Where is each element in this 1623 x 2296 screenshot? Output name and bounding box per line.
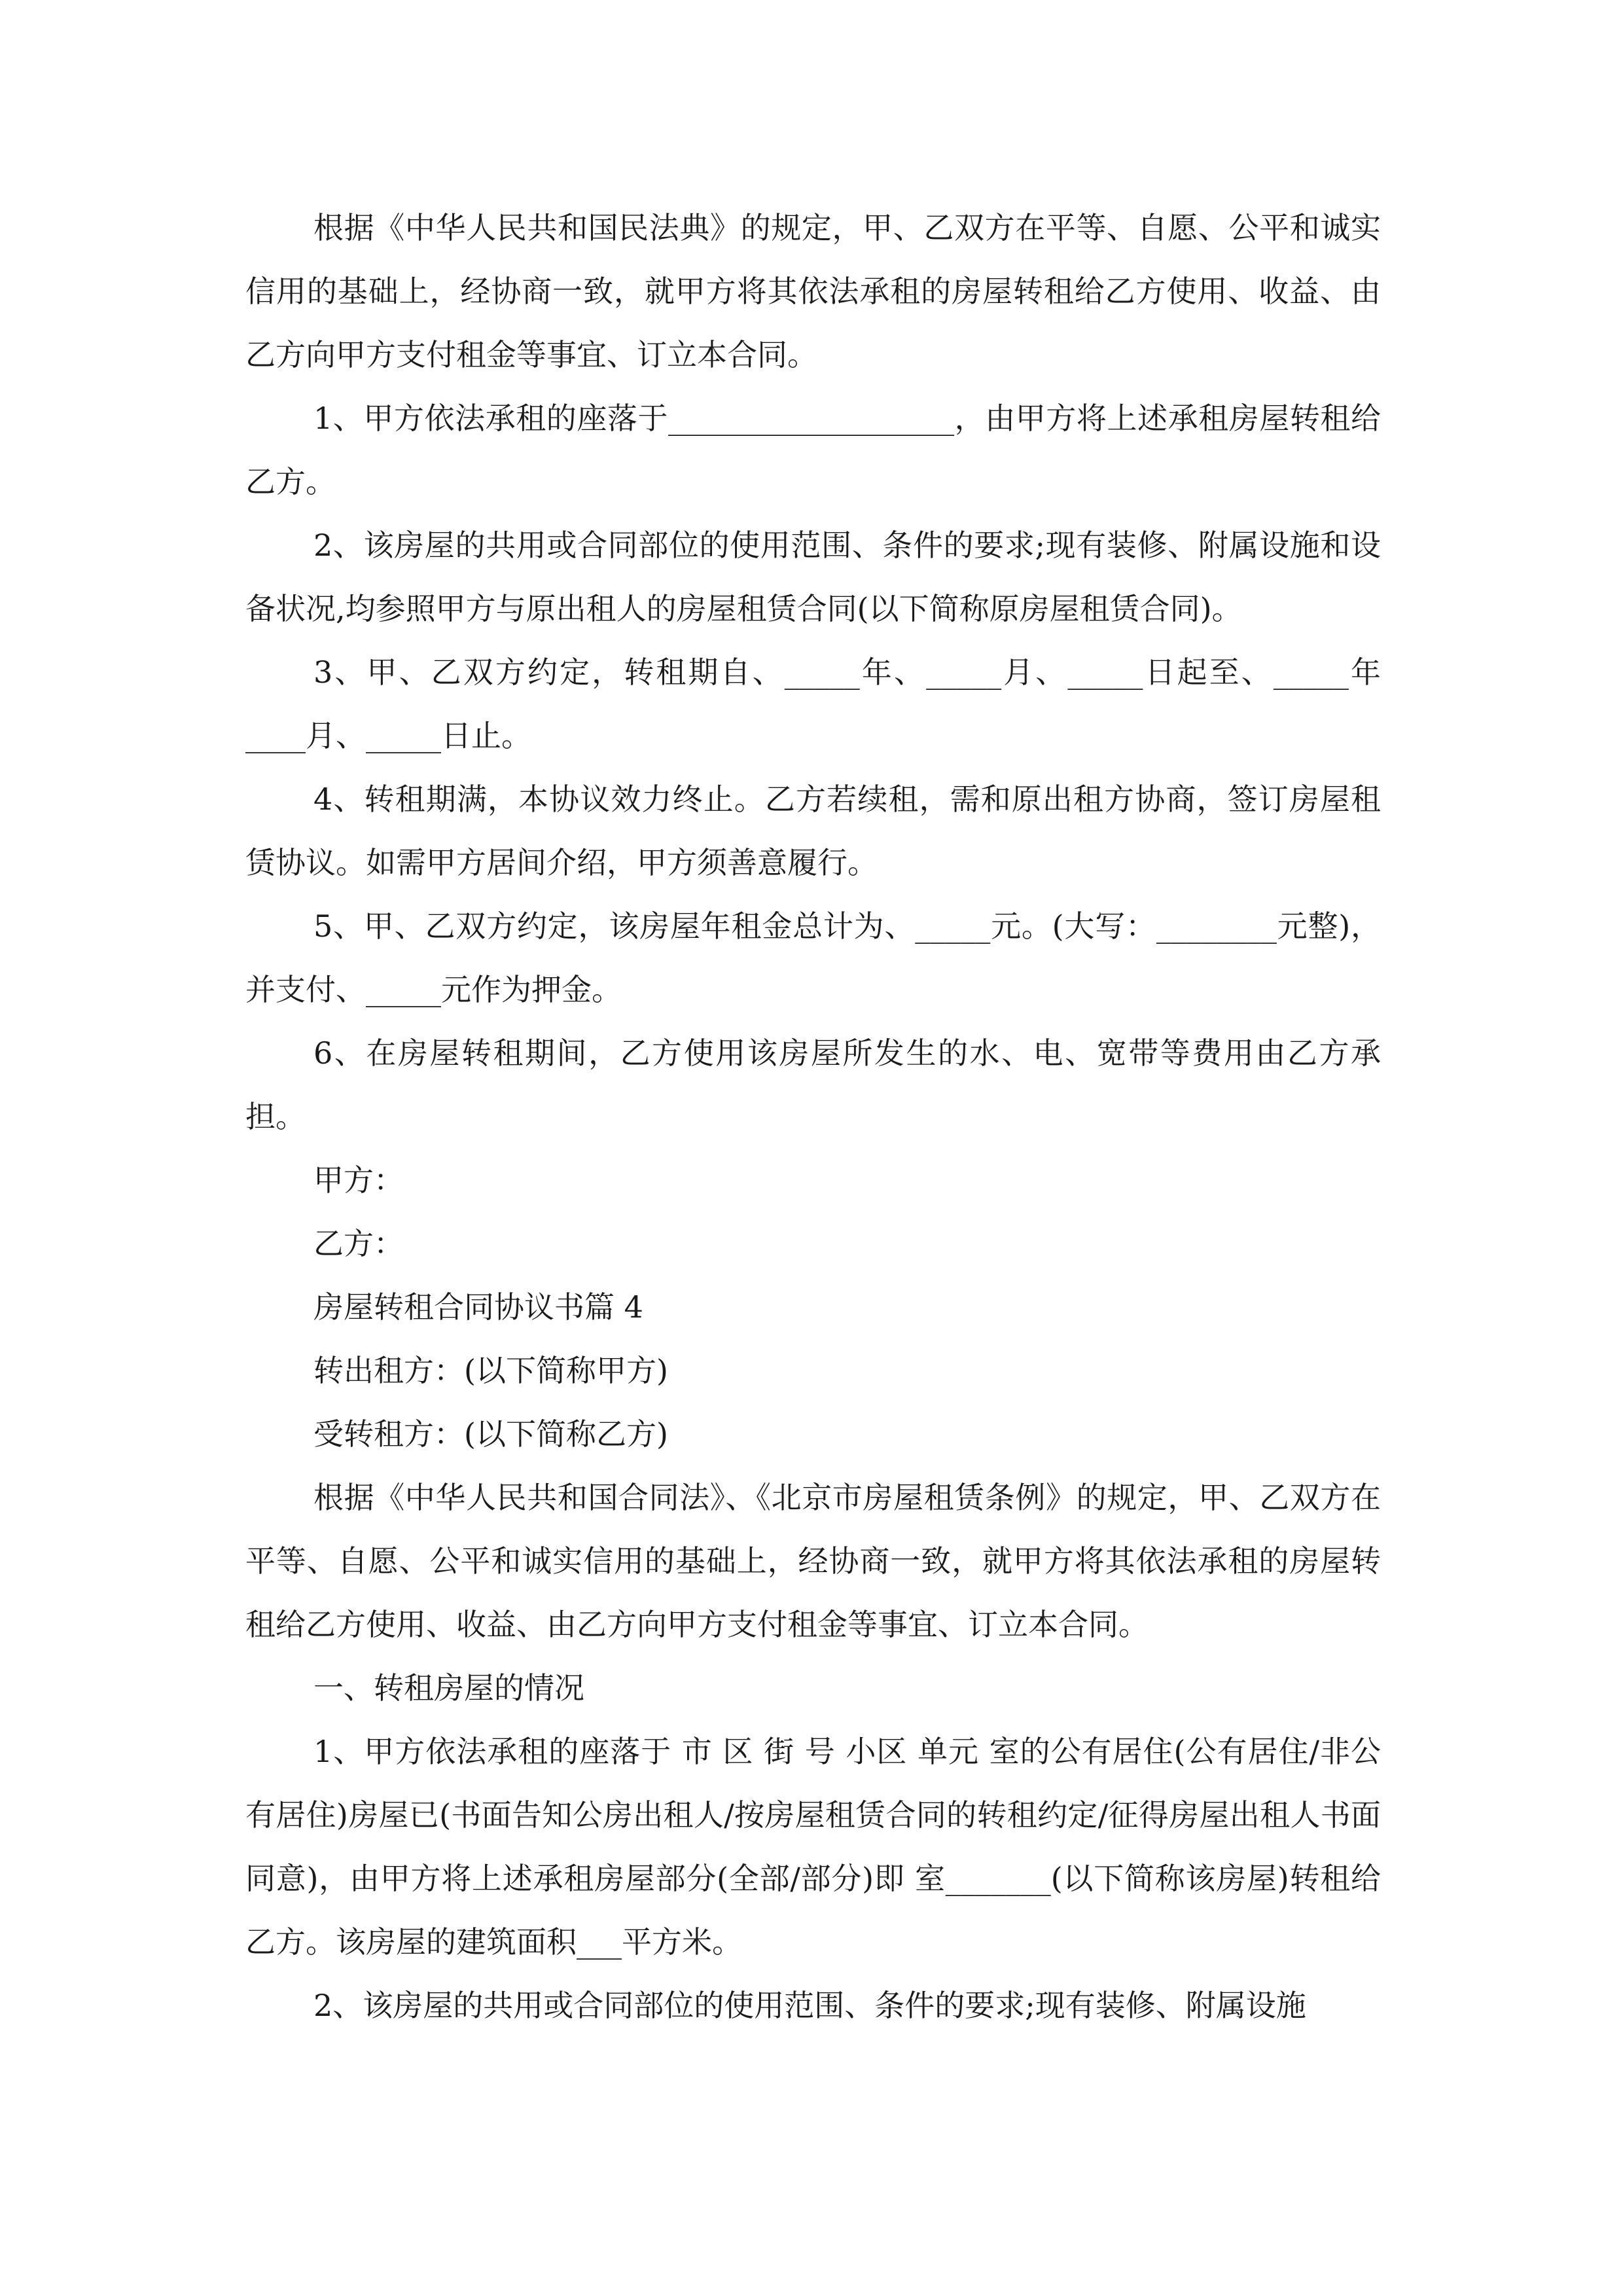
document-body: [245, 196, 1381, 2037]
sublessee-label: 受转租方：(以下简称乙方): [313, 1416, 668, 1452]
clause-5-rent: 5、甲、乙双方约定，该房屋年租金总计为、_____元。(大写：________元整)，并支付、_____元作为押金。: [245, 908, 1381, 1007]
intro-paragraph: 根据《中华人民共和国民法典》的规定，甲、乙双方在平等、自愿、公平和诚实信用的基础上，经协商一致，就甲方将其依法承租的房屋转租给乙方使用、收益、由乙方向甲方支付租金等事宜、订立本合同。: [245, 210, 1381, 372]
sublessor-label: 转出租方：(以下简称甲方): [313, 1353, 668, 1388]
clause-2-facilities-continued: 2、该房屋的共用或合同部位的使用范围、条件的要求;现有装修、附属设施: [313, 1988, 1306, 2023]
party-b-label: 乙方：: [313, 1226, 404, 1261]
clause-3-term: 3、甲、乙双方约定，转租期自、_____年、_____月、_____日起至、_____年____月、_____日止。: [245, 655, 1381, 753]
heading-property-situation: 一、转租房屋的情况: [313, 1670, 584, 1706]
clause-2-facilities: 2、该房屋的共用或合同部位的使用范围、条件的要求;现有装修、附属设施和设备状况,均参照甲方与原出租人的房屋租赁合同(以下简称原房屋租赁合同)。: [245, 528, 1381, 626]
clause-6-utilities: 6、在房屋转租期间，乙方使用该房屋所发生的水、电、宽带等费用由乙方承担。: [245, 1035, 1381, 1134]
clause-4-expiry: 4、转租期满，本协议效力终止。乙方若续租，需和原出租方协商，签订房屋租赁协议。如需甲方居间介绍，甲方须善意履行。: [245, 781, 1381, 880]
clause-1-location: 1、甲方依法承租的座落于___________________，由甲方将上述承租房屋转租给乙方。: [245, 401, 1381, 499]
clause-1-property-detail: 1、甲方依法承租的座落于 市 区 街 号 小区 单元 室的公有居住(公有居住/非公有居住)房屋已(书面告知公房出租人/按房屋租赁合同的转租约定/征得房屋出租人书面同意)，由甲方将上述承租房屋部分(全部/部分)即 室_______(以下简称该房屋)转租给乙方。该房屋的建筑面积___平方米。: [245, 1734, 1381, 1960]
intro-paragraph-2: 根据《中华人民共和国合同法》、《北京市房屋租赁条例》的规定，甲、乙双方在平等、自愿、公平和诚实信用的基础上，经协商一致，就甲方将其依法承租的房屋转租给乙方使用、收益、由乙方向甲方支付租金等事宜、订立本合同。: [245, 1480, 1381, 1642]
party-a-label: 甲方：: [313, 1162, 404, 1198]
section-title: 房屋转租合同协议书篇 4: [313, 1289, 643, 1325]
